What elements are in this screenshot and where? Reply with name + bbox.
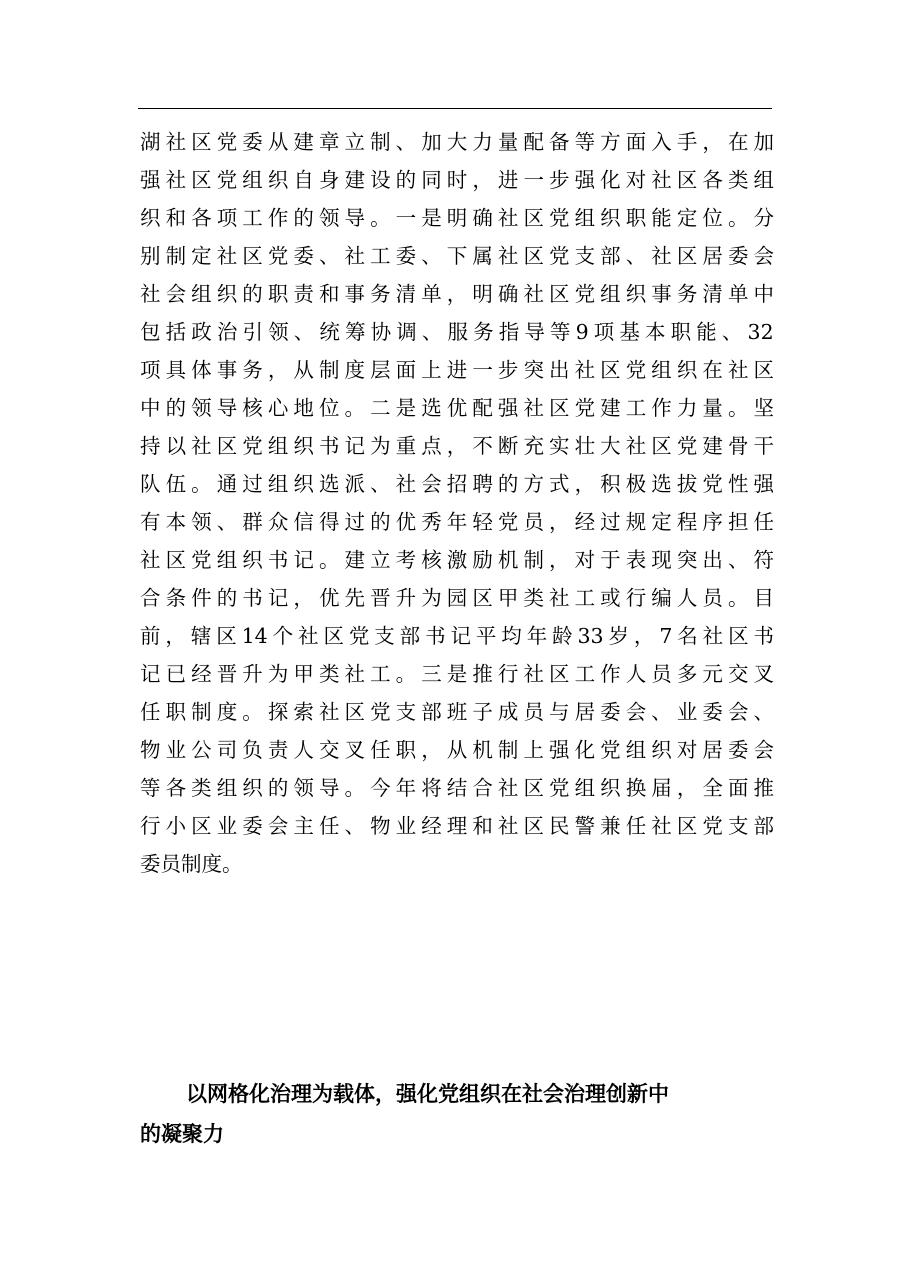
heading-line: 以网格化治理为载体，强化党组织在社会治理创新中 <box>186 1082 669 1106</box>
paragraph-line: 项 具 体 事 务 ， 从 制 度 层 面 上 进 一 步 突 出 社 区 党 组 织 在 社 区 <box>140 358 774 382</box>
paragraph-line: 强 社 区 党 组 织 自 身 建 设 的 同 时 ， 进 一 步 强 化 对 社 区 各 类 组 <box>140 168 774 192</box>
paragraph-line: 社 区 党 组 织 书 记 。 建 立 考 核 激 励 机 制 ， 对 于 表 现 突 出 、 符 <box>140 548 774 572</box>
paragraph-line: 委员制度。 <box>140 852 243 876</box>
paragraph-line: 前 ， 辖 区 14 个 社 区 党 支 部 书 记 平 均 年 龄 33 岁 ， 7 名 社 区 书 <box>140 624 774 648</box>
paragraph-line: 物 业 公 司 负 责 人 交 叉 任 职 ， 从 机 制 上 强 化 党 组 织 对 居 委 会 <box>140 738 774 762</box>
paragraph-line: 队 伍 。 通 过 组 织 选 派 、 社 会 招 聘 的 方 式 ， 积 极 选 拔 党 性 强 <box>140 472 774 496</box>
paragraph-line: 别 制 定 社 区 党 委 、 社 工 委 、 下 属 社 区 党 支 部 、 社 区 居 委 会 <box>140 244 774 268</box>
paragraph-line: 合 条 件 的 书 记 ， 优 先 晋 升 为 园 区 甲 类 社 工 或 行 编 人 员 。 目 <box>140 586 774 610</box>
paragraph-line: 行 小 区 业 委 会 主 任 、 物 业 经 理 和 社 区 民 警 兼 任 社 区 党 支 部 <box>140 814 774 838</box>
heading-line: 的凝聚力 <box>140 1122 224 1146</box>
paragraph-line: 中 的 领 导 核 心 地 位 。 二 是 选 优 配 强 社 区 党 建 工 作 力 量 。 坚 <box>140 396 774 420</box>
header-rule <box>138 108 772 109</box>
paragraph-line: 持 以 社 区 党 组 织 书 记 为 重 点 ， 不 断 充 实 壮 大 社 区 党 建 骨 干 <box>140 434 774 458</box>
paragraph-line: 织 和 各 项 工 作 的 领 导 。 一 是 明 确 社 区 党 组 织 职 能 定 位 。 分 <box>140 206 774 230</box>
body-paragraph <box>140 123 774 883</box>
paragraph-line: 社 会 组 织 的 职 责 和 事 务 清 单 ， 明 确 社 区 党 组 织 事 务 清 单 中 <box>140 282 774 306</box>
paragraph-line: 包 括 政 治 引 领 、 统 筹 协 调 、 服 务 指 导 等 9 项 基 本 职 能 、 32 <box>140 320 774 344</box>
section-heading <box>140 1074 774 1154</box>
paragraph-line: 记 已 经 晋 升 为 甲 类 社 工 。 三 是 推 行 社 区 工 作 人 员 多 元 交 叉 <box>140 662 774 686</box>
paragraph-line: 有 本 领 、 群 众 信 得 过 的 优 秀 年 轻 党 员 ， 经 过 规 定 程 序 担 任 <box>140 510 774 534</box>
paragraph-line: 湖 社 区 党 委 从 建 章 立 制 、 加 大 力 量 配 备 等 方 面 入 手 ， 在 加 <box>140 130 774 154</box>
paragraph-line: 等 各 类 组 织 的 领 导 。 今 年 将 结 合 社 区 党 组 织 换 届 ， 全 面 推 <box>140 776 774 800</box>
paragraph-line: 任 职 制 度 。 探 索 社 区 党 支 部 班 子 成 员 与 居 委 会 、 业 委 会 、 <box>140 700 774 724</box>
